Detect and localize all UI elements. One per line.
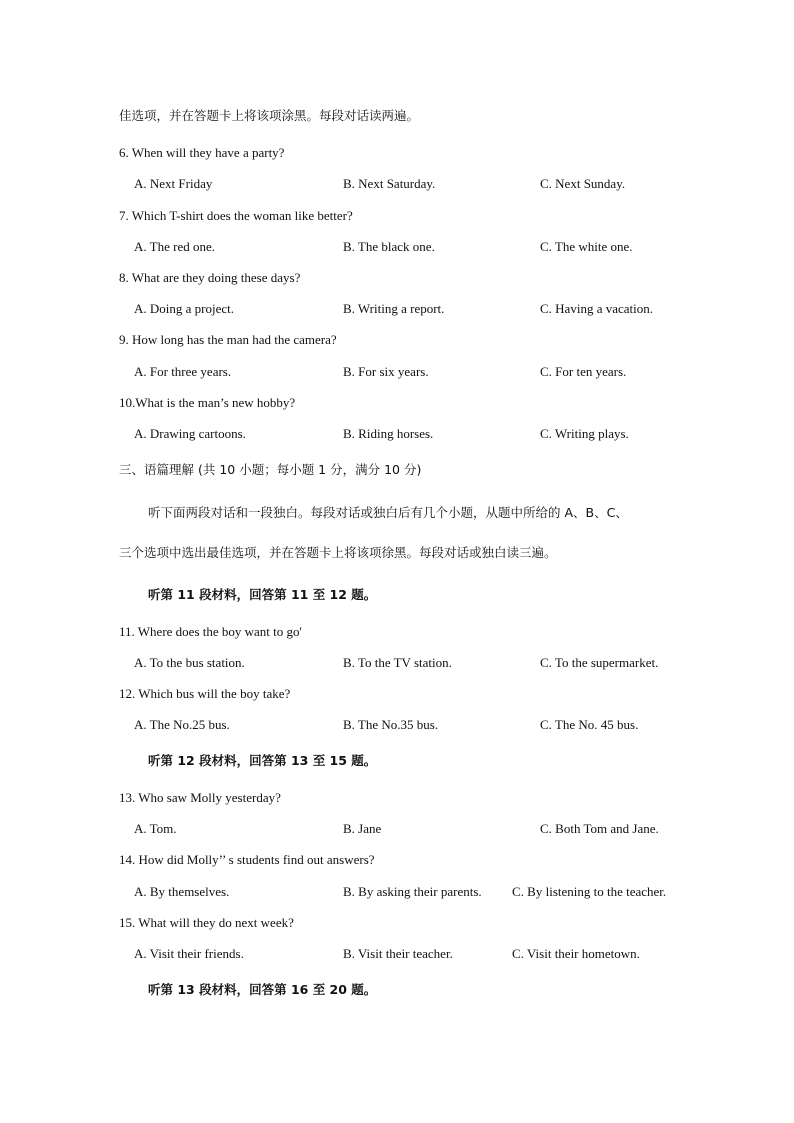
material-13-heading: 听第 13 段材料，回答第 16 至 20 题。: [148, 982, 377, 997]
option-9b: B. For six years.: [343, 364, 429, 379]
option-13c: C. Both Tom and Jane.: [540, 821, 659, 836]
option-11b: B. To the TV station.: [343, 655, 452, 670]
section-3-heading: 三、语篇理解 (共 10 小题；每小题 1 分，满分 10 分): [119, 462, 422, 477]
option-14a: A. By themselves.: [134, 884, 230, 899]
option-6c: C. Next Sunday.: [540, 176, 626, 191]
question-7: 7. Which T-shirt does the woman like better?: [119, 208, 353, 223]
option-6b: B. Next Saturday.: [343, 176, 436, 191]
question-13: 13. Who saw Molly yesterday?: [119, 790, 281, 805]
option-15c: C. Visit their hometown.: [512, 946, 640, 961]
option-14b: B. By asking their parents.: [343, 884, 482, 899]
option-12a: A. The No.25 bus.: [134, 717, 230, 732]
option-13a: A. Tom.: [134, 821, 177, 836]
option-15b: B. Visit their teacher.: [343, 946, 453, 961]
question-10: 10.What is the man’s new hobby?: [119, 395, 296, 410]
material-12-heading: 听第 12 段材料，回答第 13 至 15 题。: [148, 753, 377, 768]
option-11c: C. To the supermarket.: [540, 655, 659, 670]
option-7c: C. The white one.: [540, 239, 633, 254]
option-12c: C. The No. 45 bus.: [540, 717, 639, 732]
option-7b: B. The black one.: [343, 239, 435, 254]
option-8c: C. Having a vacation.: [540, 301, 653, 316]
option-12b: B. The No.35 bus.: [343, 717, 439, 732]
option-15a: A. Visit their friends.: [134, 946, 244, 961]
question-8: 8. What are they doing these days?: [119, 270, 301, 285]
option-10c: C. Writing plays.: [540, 426, 629, 441]
option-13b: B. Jane: [343, 821, 382, 836]
option-10b: B. Riding horses.: [343, 426, 434, 441]
question-14: 14. How did Molly’’ s students find out answers?: [119, 852, 375, 867]
section-3-instruction-line-1: 听下面两段对话和一段独白。每段对话或独白后有几个小题，从题中所给的 A、B、C、: [148, 505, 628, 520]
question-12: 12. Which bus will the boy take?: [119, 686, 291, 701]
option-7a: A. The red one.: [134, 239, 215, 254]
question-15: 15. What will they do next week?: [119, 915, 294, 930]
option-8a: A. Doing a project.: [134, 301, 235, 316]
option-9a: A. For three years.: [134, 364, 232, 379]
question-6: 6. When will they have a party?: [119, 145, 285, 160]
option-14c: C. By listening to the teacher.: [512, 884, 667, 899]
intro-tail-text: 佳选项，并在答题卡上将该项涂黑。每段对话读两遍。: [119, 108, 420, 123]
option-6a: A. Next Friday: [134, 176, 213, 191]
option-8b: B. Writing a report.: [343, 301, 445, 316]
question-11: 11. Where does the boy want to go': [119, 624, 302, 639]
option-11a: A. To the bus station.: [134, 655, 245, 670]
section-3-instruction-line-2: 三个选项中选出最佳选项，并在答题卡上将该项徐黑。每段对话或独白读三遍。: [119, 545, 557, 560]
option-10a: A. Drawing cartoons.: [134, 426, 246, 441]
material-11-heading: 听第 11 段材料，回答第 11 至 12 题。: [148, 587, 377, 602]
question-9: 9. How long has the man had the camera?: [119, 332, 337, 347]
option-9c: C. For ten years.: [540, 364, 627, 379]
